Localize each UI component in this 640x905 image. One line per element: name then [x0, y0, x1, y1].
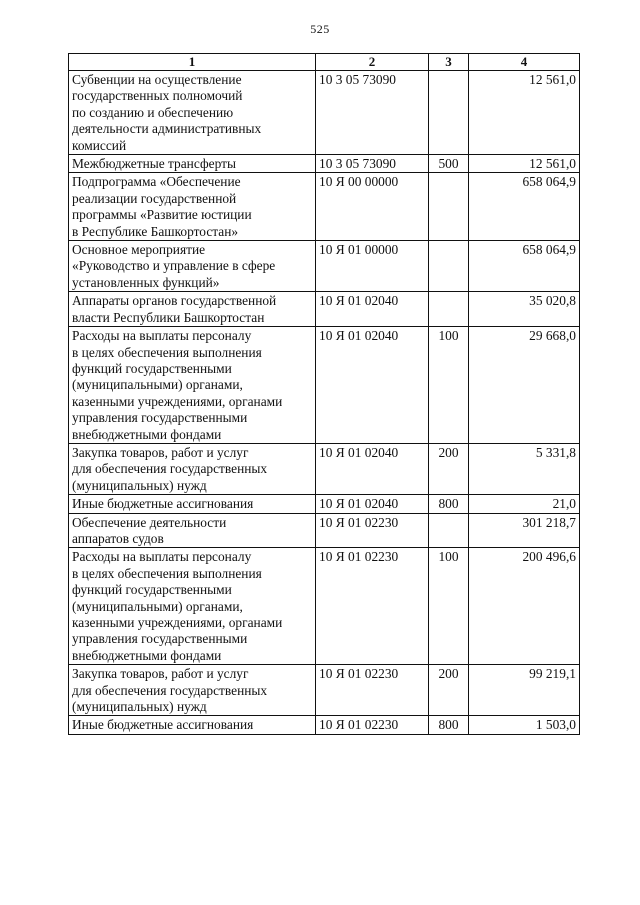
row-type: 200 [429, 443, 469, 494]
table-row [69, 155, 580, 173]
row-type: 800 [429, 495, 469, 513]
row-name: Подпрограмма «Обеспечение реализации государственной программы «Развитие юстиции в Республике Башкортостан» [69, 173, 316, 241]
row-amount: 29 668,0 [469, 327, 580, 444]
table-row [69, 292, 580, 327]
row-code: 10 Я 01 02230 [316, 513, 429, 548]
row-amount: 1 503,0 [469, 716, 580, 734]
row-type: 200 [429, 665, 469, 716]
table-row [69, 71, 580, 155]
table-header-row [69, 54, 580, 71]
table-row [69, 665, 580, 716]
row-type [429, 241, 469, 292]
row-amount: 35 020,8 [469, 292, 580, 327]
row-code: 10 3 05 73090 [316, 71, 429, 155]
column-header-amount: 4 [469, 54, 580, 71]
budget-table [68, 53, 580, 735]
row-name: Субвенции на осуществление государственных полномочий по созданию и обеспечению деятельности административных комиссий [69, 71, 316, 155]
page-number: 525 [310, 22, 330, 36]
row-type [429, 513, 469, 548]
row-amount: 99 219,1 [469, 665, 580, 716]
row-amount: 658 064,9 [469, 241, 580, 292]
row-name: Аппараты органов государственной власти Республики Башкортостан [69, 292, 316, 327]
row-type: 100 [429, 327, 469, 444]
row-code: 10 3 05 73090 [316, 155, 429, 173]
row-amount: 658 064,9 [469, 173, 580, 241]
column-header-code: 2 [316, 54, 429, 71]
table-row [69, 548, 580, 665]
column-header-type: 3 [429, 54, 469, 71]
row-amount: 12 561,0 [469, 71, 580, 155]
row-name: Обеспечение деятельности аппаратов судов [69, 513, 316, 548]
table-row [69, 513, 580, 548]
row-code: 10 Я 01 02040 [316, 495, 429, 513]
row-amount: 5 331,8 [469, 443, 580, 494]
row-type: 100 [429, 548, 469, 665]
row-name: Иные бюджетные ассигнования [69, 495, 316, 513]
row-code: 10 Я 01 02040 [316, 327, 429, 444]
row-amount: 301 218,7 [469, 513, 580, 548]
table-row [69, 327, 580, 444]
table-row [69, 443, 580, 494]
column-header-name: 1 [69, 54, 316, 71]
row-type [429, 292, 469, 327]
table-row [69, 241, 580, 292]
row-name: Расходы на выплаты персоналу в целях обеспечения выполнения функций государственными (муниципальными) органами, казенными учреждениями, органами управления государственными внебюджетными фондами [69, 327, 316, 444]
row-amount: 12 561,0 [469, 155, 580, 173]
row-type [429, 173, 469, 241]
row-code: 10 Я 01 02040 [316, 443, 429, 494]
row-name: Межбюджетные трансферты [69, 155, 316, 173]
row-amount: 21,0 [469, 495, 580, 513]
table-row [69, 495, 580, 513]
row-type: 800 [429, 716, 469, 734]
row-type [429, 71, 469, 155]
row-code: 10 Я 01 02230 [316, 665, 429, 716]
row-code: 10 Я 01 00000 [316, 241, 429, 292]
row-name: Закупка товаров, работ и услуг для обеспечения государственных (муниципальных) нужд [69, 443, 316, 494]
row-amount: 200 496,6 [469, 548, 580, 665]
row-name: Закупка товаров, работ и услуг для обеспечения государственных (муниципальных) нужд [69, 665, 316, 716]
table-row [69, 173, 580, 241]
row-code: 10 Я 01 02230 [316, 548, 429, 665]
table-row [69, 716, 580, 734]
row-type: 500 [429, 155, 469, 173]
row-code: 10 Я 01 02040 [316, 292, 429, 327]
row-name: Основное мероприятие «Руководство и управление в сфере установленных функций» [69, 241, 316, 292]
row-code: 10 Я 01 02230 [316, 716, 429, 734]
row-name: Иные бюджетные ассигнования [69, 716, 316, 734]
row-code: 10 Я 00 00000 [316, 173, 429, 241]
row-name: Расходы на выплаты персоналу в целях обеспечения выполнения функций государственными (муниципальными) органами, казенными учреждениями, органами управления государственными внебюджетными фондами [69, 548, 316, 665]
